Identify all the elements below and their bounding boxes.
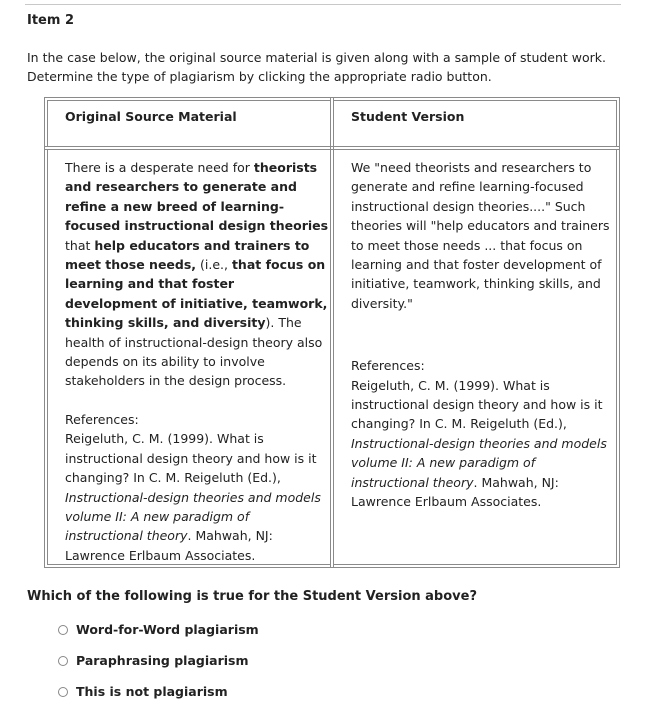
original-content	[65, 158, 328, 565]
student-header-cell	[330, 97, 620, 150]
original-text-segment: health of instructional-design theory also	[65, 334, 323, 350]
student-text-line: initiative, teamwork, thinking skills, and	[351, 276, 601, 292]
student-references	[351, 376, 610, 512]
radio-button[interactable]	[58, 687, 68, 697]
student-text-line: generate and refine learning-focused	[351, 179, 584, 195]
student-content-cell	[330, 146, 620, 568]
original-content-cell	[44, 146, 334, 568]
option-label[interactable]: This is not plagiarism	[76, 684, 228, 699]
original-text-segment: stakeholders in the design process.	[65, 373, 287, 389]
original-text-segment: that focus on	[231, 257, 326, 273]
original-reference-segment: changing? In C. M. Reigeluth (Ed.),	[65, 470, 281, 486]
original-header: Original Source Material	[65, 109, 237, 124]
student-text-line: theories will "help educators and trainers	[351, 218, 610, 234]
original-text-segment: learning and that foster	[65, 276, 235, 292]
student-reference-line	[351, 414, 610, 433]
student-reference-segment: Reigeluth, C. M. (1999). What is	[351, 377, 550, 393]
student-reference-segment: changing? In C. M. Reigeluth (Ed.),	[351, 416, 567, 432]
option-label[interactable]: Word-for-Word plagiarism	[76, 622, 259, 637]
original-reference-line	[65, 449, 328, 468]
option-not-plagiarism[interactable]	[58, 684, 228, 699]
student-reference-line	[351, 376, 610, 395]
option-label[interactable]: Paraphrasing plagiarism	[76, 653, 249, 668]
student-reference-segment: Instructional-design theories and models	[351, 435, 607, 451]
student-text	[351, 158, 610, 313]
original-text-segment: that	[65, 237, 95, 253]
student-content	[351, 158, 610, 512]
original-text-segment: thinking skills, and diversity	[65, 315, 266, 331]
original-text-segment: depends on its ability to involve	[65, 354, 265, 370]
original-header-cell	[44, 97, 334, 150]
original-text-line	[65, 274, 328, 293]
radio-button[interactable]	[58, 656, 68, 666]
instructions-line-2: Determine the type of plagiarism by clicking the appropriate radio button.	[27, 69, 492, 84]
original-reference-segment: Instructional-design theories and models	[65, 489, 321, 505]
original-text-segment: (i.e.,	[196, 257, 232, 273]
original-reference-line	[65, 526, 328, 545]
original-text-line	[65, 333, 328, 352]
original-reference-segment: instructional theory	[65, 528, 188, 544]
student-reference-segment: Lawrence Erlbaum Associates.	[351, 494, 542, 510]
original-text-line	[65, 158, 328, 177]
original-text-segment: and researchers to generate and	[65, 179, 297, 195]
top-divider	[25, 4, 621, 5]
original-text-line	[65, 255, 328, 274]
original-reference-segment: Reigeluth, C. M. (1999). What is	[65, 431, 264, 447]
radio-button[interactable]	[58, 625, 68, 635]
instructions	[27, 48, 627, 86]
original-reference-line	[65, 507, 328, 526]
student-references-label: References:	[351, 358, 425, 374]
original-reference-segment: volume II: A new paradigm of	[65, 508, 250, 524]
original-text	[65, 158, 328, 391]
student-reference-line	[351, 395, 610, 414]
original-text-segment: development of initiative, teamwork,	[65, 295, 328, 311]
original-text-segment: focused instructional design theories	[65, 218, 329, 234]
original-text-segment: ). The	[265, 315, 302, 331]
original-text-line	[65, 236, 328, 255]
original-reference-segment: . Mahwah, NJ:	[187, 528, 273, 544]
student-reference-line	[351, 473, 610, 492]
original-reference-line	[65, 468, 328, 487]
original-references-label: References:	[65, 411, 139, 427]
original-text-line	[65, 352, 328, 371]
original-reference-segment: instructional design theory and how is it	[65, 450, 317, 466]
student-header: Student Version	[351, 109, 465, 124]
instructions-line-1: In the case below, the original source material is given along with a sample of student work.	[27, 50, 607, 65]
option-word-for-word[interactable]	[58, 622, 259, 637]
original-text-line	[65, 197, 328, 216]
original-text-line	[65, 371, 328, 390]
item-title: Item 2	[27, 13, 74, 28]
question-text: Which of the following is true for the Student Version above?	[27, 589, 477, 604]
student-reference-line	[351, 492, 610, 511]
student-text-line: to meet those needs ... that focus on	[351, 237, 583, 253]
student-reference-segment: . Mahwah, NJ:	[473, 474, 559, 490]
student-reference-segment: instructional design theory and how is it	[351, 397, 603, 413]
original-reference-line	[65, 488, 328, 507]
student-reference-line	[351, 434, 610, 453]
original-text-line	[65, 216, 328, 235]
original-reference-line	[65, 429, 328, 448]
original-references	[65, 429, 328, 565]
student-text-line: We "need theorists and researchers to	[351, 160, 592, 175]
option-paraphrasing[interactable]	[58, 653, 248, 668]
original-text-segment: theorists	[253, 160, 318, 175]
student-text-line: instructional design theories...." Such	[351, 198, 586, 214]
original-text-segment: meet those needs,	[65, 257, 197, 273]
original-text-line	[65, 313, 328, 332]
original-text-line	[65, 177, 328, 196]
student-text-line: diversity."	[351, 295, 413, 311]
original-text-line	[65, 294, 328, 313]
student-reference-segment: instructional theory	[351, 474, 474, 490]
original-text-segment: refine a new breed of learning-	[65, 198, 285, 214]
original-reference-segment: Lawrence Erlbaum Associates.	[65, 547, 256, 563]
original-text-segment: There is a desperate need for	[65, 160, 254, 175]
student-reference-line	[351, 453, 610, 472]
original-text-segment: help educators and trainers to	[94, 237, 310, 253]
student-reference-segment: volume II: A new paradigm of	[351, 455, 536, 471]
original-reference-line	[65, 546, 328, 565]
student-text-line: learning and that foster development of	[351, 257, 602, 273]
